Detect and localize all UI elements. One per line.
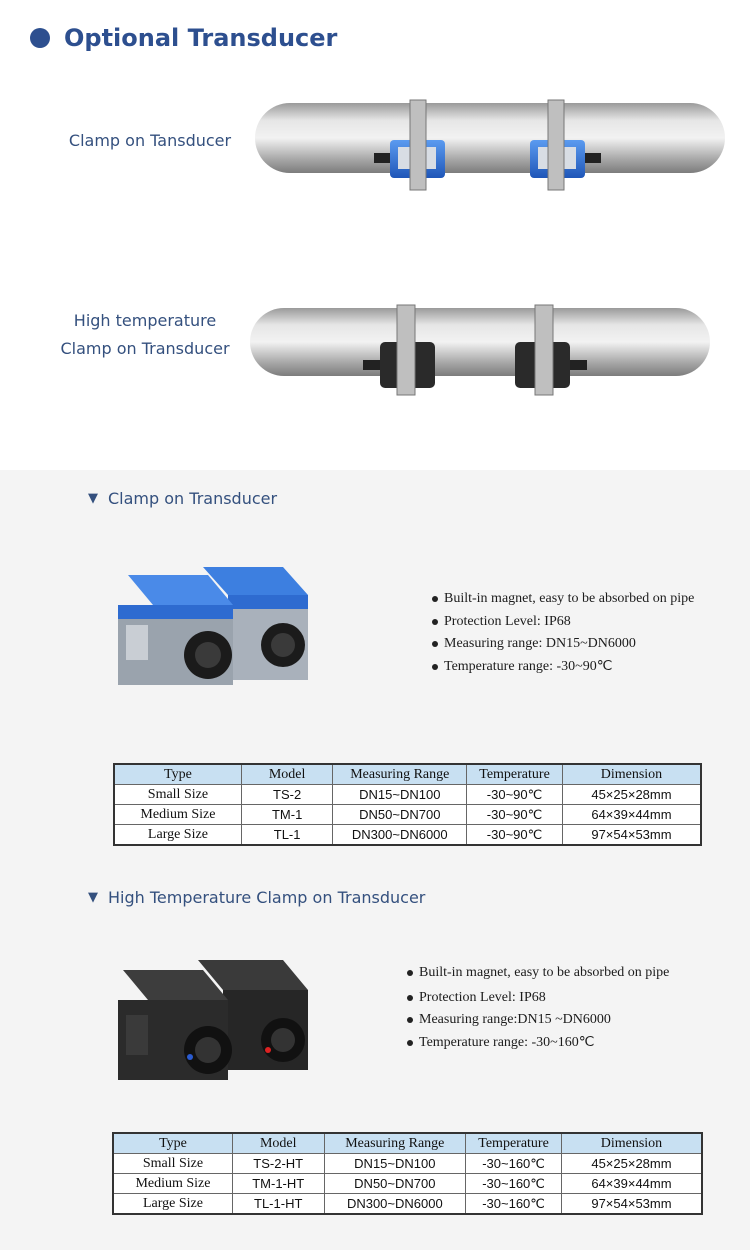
- section-heading-standard: [88, 489, 277, 508]
- product-photo-black-sensors: [108, 955, 333, 1090]
- page-title: [30, 24, 337, 52]
- page-title-text: Optional Transducer: [64, 24, 338, 52]
- product-photo-blue-sensors: [108, 555, 333, 695]
- feature-item: [432, 588, 694, 611]
- feature-item: [432, 611, 694, 634]
- pipe-body-ht: [250, 308, 710, 376]
- bullet-icon: [432, 596, 438, 602]
- column-header: Dimension: [561, 1133, 702, 1154]
- triangle-down-icon: ▼: [88, 491, 98, 506]
- table-row: [114, 785, 701, 805]
- bullet-icon: [407, 1017, 413, 1023]
- feature-text: Protection Level: IP68: [444, 613, 571, 629]
- table-cell: -30~160℃: [466, 1174, 562, 1194]
- feature-item: [432, 633, 694, 656]
- table-cell: DN50~DN700: [324, 1174, 466, 1194]
- pipe-photo-standard: [250, 95, 730, 195]
- table-cell: -30~160℃: [466, 1154, 562, 1174]
- table-row: [113, 1194, 702, 1215]
- pipe-photo-label-ht-line1: High temperature: [73, 311, 217, 330]
- column-header: Type: [114, 764, 241, 785]
- feature-item: [407, 987, 669, 1010]
- column-header: Type: [113, 1133, 232, 1154]
- table-cell: -30~90℃: [467, 825, 563, 846]
- table-header-row: [113, 1133, 702, 1154]
- table-cell: TM-1: [241, 805, 333, 825]
- table-cell: Medium Size: [114, 805, 241, 825]
- blue-sensor-front: [118, 575, 233, 685]
- table-cell: TL-1: [241, 825, 333, 846]
- column-header: Model: [232, 1133, 324, 1154]
- column-header: Temperature: [467, 764, 563, 785]
- table-row: [114, 825, 701, 846]
- table-cell: -30~90℃: [467, 805, 563, 825]
- table-cell: 97×54×53mm: [561, 1194, 702, 1215]
- pipe-photo-label-standard: Clamp on Tansducer: [68, 131, 232, 150]
- table-cell: -30~90℃: [467, 785, 563, 805]
- table-cell: 64×39×44mm: [561, 1174, 702, 1194]
- table-cell: 64×39×44mm: [562, 805, 701, 825]
- bullet-icon: [432, 641, 438, 647]
- section-heading-ht-text: High Temperature Clamp on Transducer: [108, 888, 426, 907]
- feature-text: Built-in magnet, easy to be absorbed on pipe: [444, 591, 695, 606]
- table-row: [113, 1174, 702, 1194]
- spec-table-ht: [112, 1132, 703, 1215]
- table-cell: TM-1-HT: [232, 1174, 324, 1194]
- feature-text: Measuring range: DN15~DN6000: [444, 636, 636, 651]
- column-header: Dimension: [562, 764, 701, 785]
- table-cell: 45×25×28mm: [562, 785, 701, 805]
- pipe-photo-ht: [245, 300, 715, 400]
- feature-text: Measuring range:DN15 ~DN6000: [419, 1012, 611, 1027]
- table-cell: DN15~DN100: [324, 1154, 466, 1174]
- feature-item: [432, 656, 694, 679]
- table-cell: DN15~DN100: [333, 785, 467, 805]
- feature-text: Protection Level: IP68: [419, 989, 546, 1005]
- feature-text: Built-in magnet, easy to be absorbed on pipe: [419, 965, 670, 980]
- table-cell: 45×25×28mm: [561, 1154, 702, 1174]
- column-header: Measuring Range: [324, 1133, 466, 1154]
- feature-item: [407, 1032, 669, 1055]
- pipe-photo-label-ht-line2: Clamp on Transducer: [60, 339, 230, 358]
- column-header: Temperature: [466, 1133, 562, 1154]
- pipe-photo-label-ht: [55, 307, 235, 363]
- table-cell: Large Size: [113, 1194, 232, 1215]
- feature-text: Temperature range: -30~160℃: [419, 1034, 595, 1050]
- black-sensor-front: [118, 970, 232, 1080]
- feature-list-standard: [432, 588, 694, 678]
- table-cell: 97×54×53mm: [562, 825, 701, 846]
- table-header-row: [114, 764, 701, 785]
- table-cell: TS-2: [241, 785, 333, 805]
- table-cell: -30~160℃: [466, 1194, 562, 1215]
- section-heading-standard-text: Clamp on Transducer: [108, 489, 278, 508]
- bullet-dot-icon: [30, 28, 50, 48]
- table-cell: DN50~DN700: [333, 805, 467, 825]
- table-cell: TS-2-HT: [232, 1154, 324, 1174]
- pipe-body: [255, 103, 725, 173]
- feature-list-ht: [407, 962, 669, 1054]
- bullet-icon: [432, 664, 438, 670]
- triangle-down-icon: ▼: [88, 890, 98, 905]
- bullet-icon: [432, 619, 438, 625]
- bullet-icon: [407, 1040, 413, 1046]
- column-header: Model: [241, 764, 333, 785]
- bullet-icon: [407, 970, 413, 976]
- table-cell: DN300~DN6000: [333, 825, 467, 846]
- spec-table-standard: [113, 763, 702, 846]
- feature-item: [407, 962, 669, 985]
- feature-item: [407, 1009, 669, 1032]
- table-cell: Small Size: [114, 785, 241, 805]
- table-row: [114, 805, 701, 825]
- table-cell: Large Size: [114, 825, 241, 846]
- table-cell: Medium Size: [113, 1174, 232, 1194]
- bullet-icon: [407, 995, 413, 1001]
- section-heading-ht: [88, 888, 425, 907]
- column-header: Measuring Range: [333, 764, 467, 785]
- table-cell: DN300~DN6000: [324, 1194, 466, 1215]
- feature-text: Temperature range: -30~90℃: [444, 658, 613, 674]
- table-row: [113, 1154, 702, 1174]
- table-cell: TL-1-HT: [232, 1194, 324, 1215]
- table-cell: Small Size: [113, 1154, 232, 1174]
